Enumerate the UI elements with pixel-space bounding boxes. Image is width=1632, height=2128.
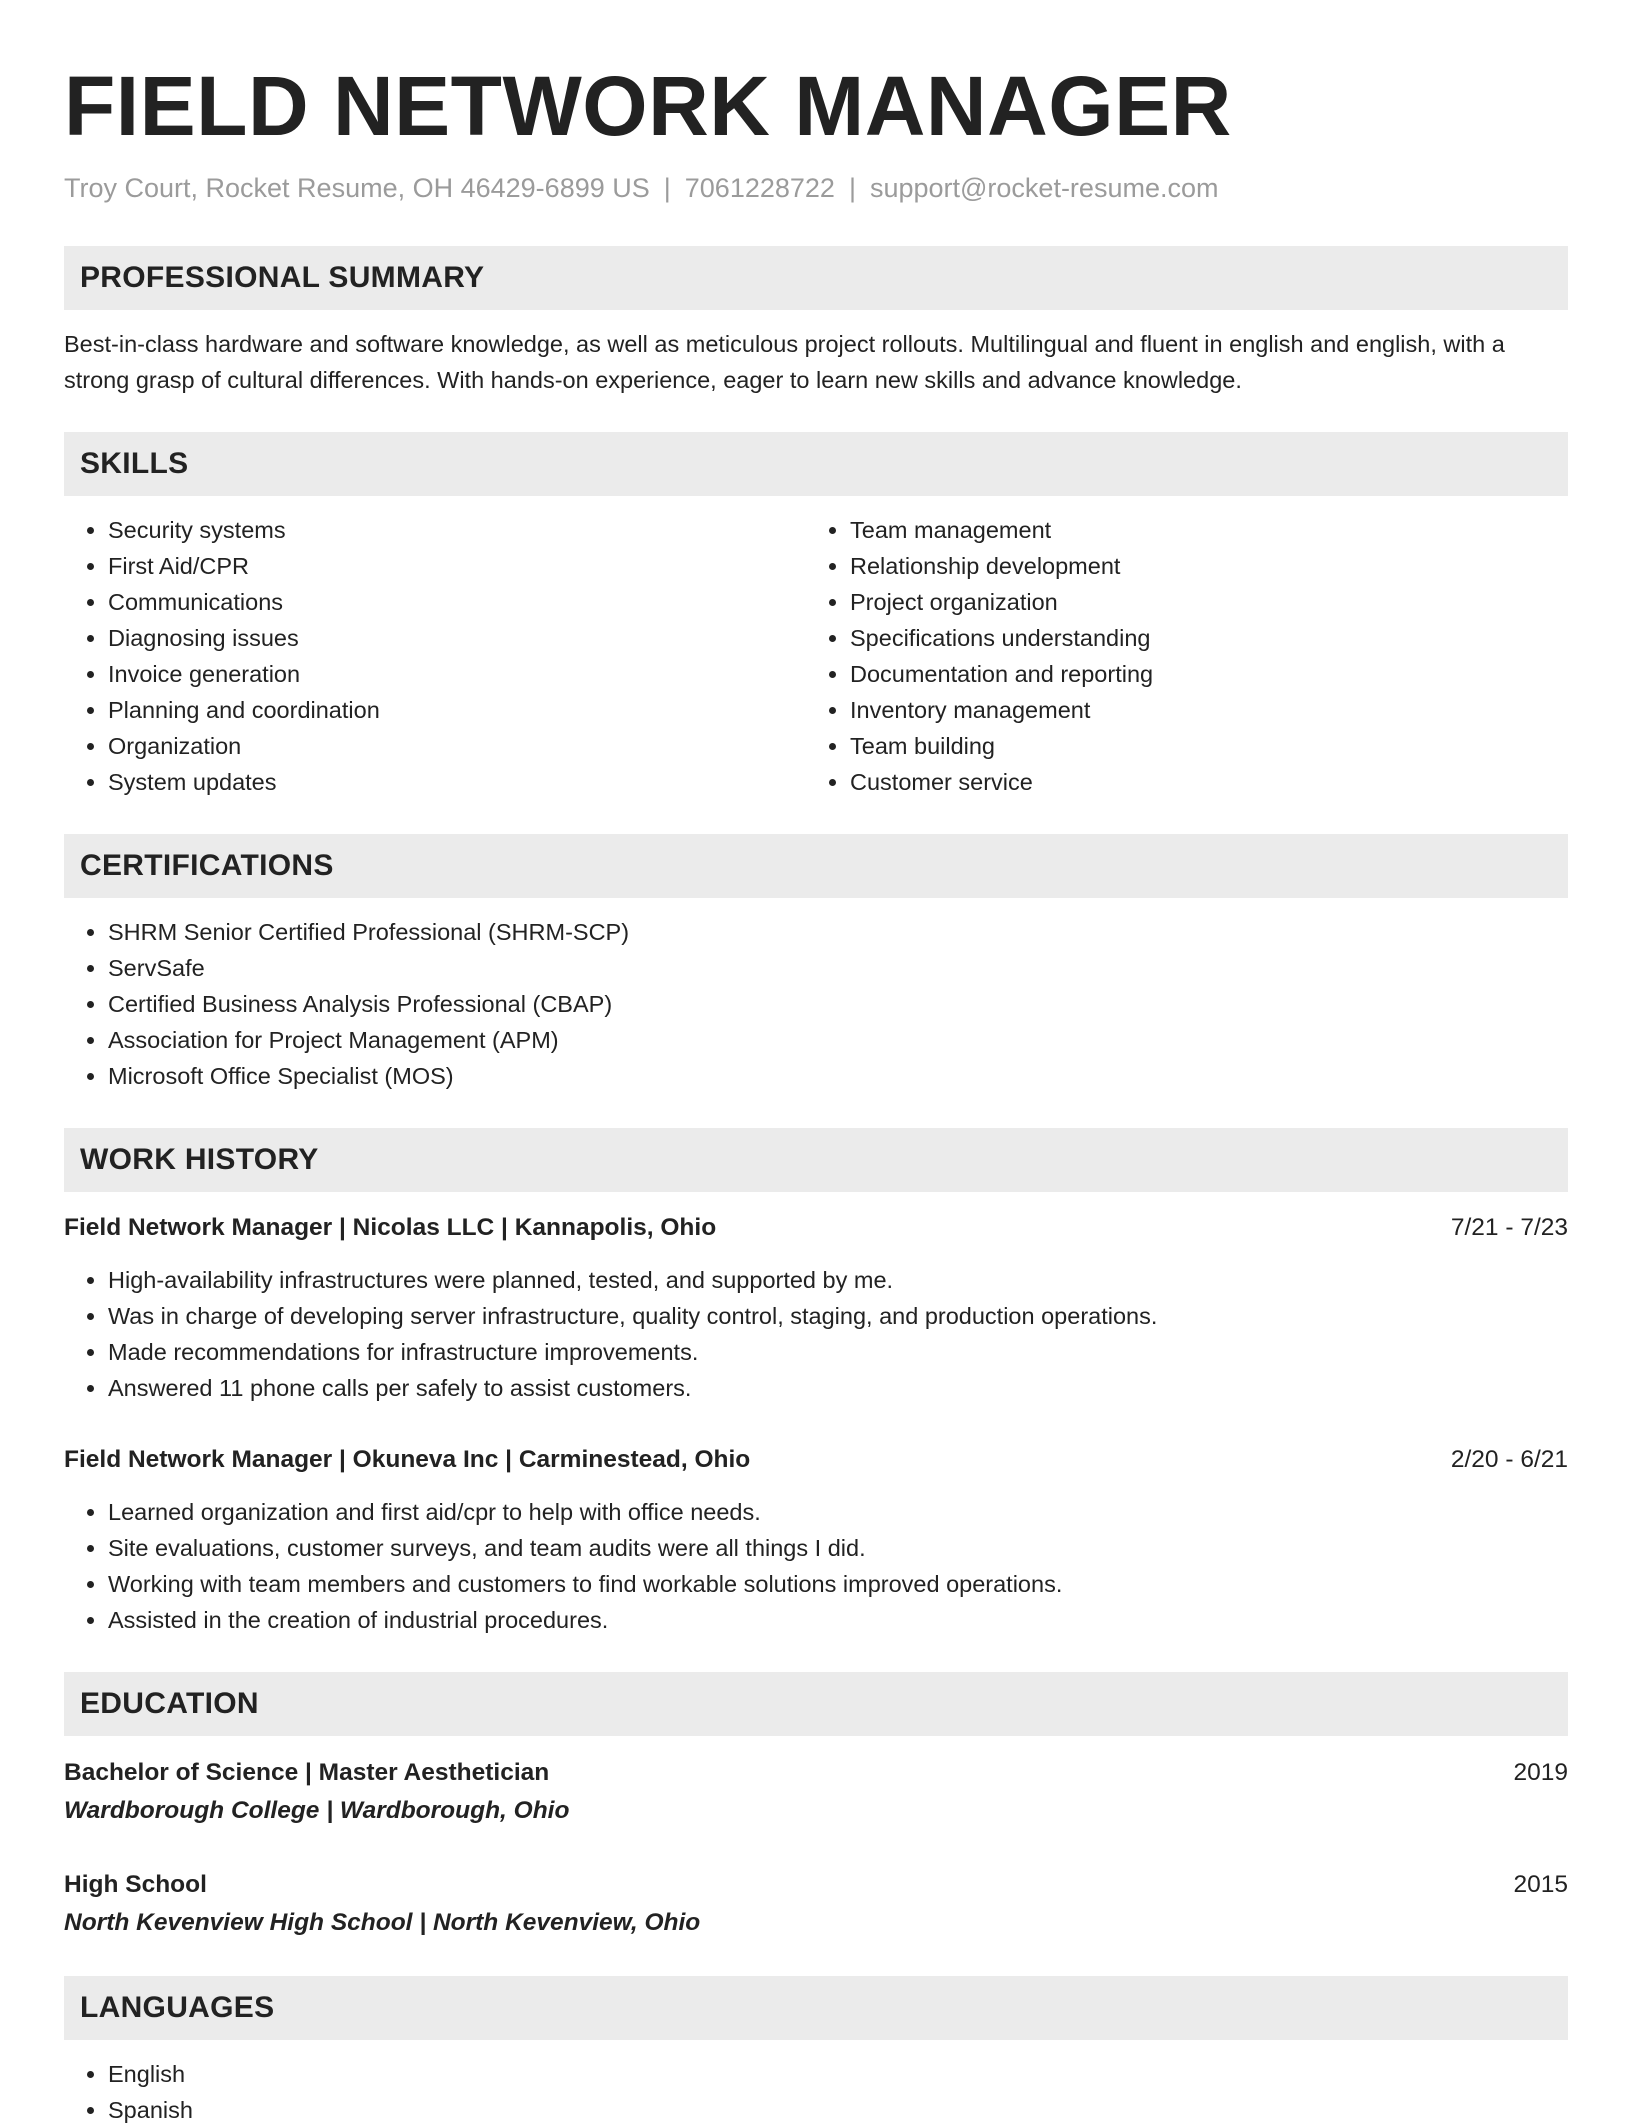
job-title: Field Network Manager | Nicolas LLC | Kannapolis, Ohio bbox=[64, 1214, 717, 1241]
job-bullet: • Site evaluations, customer surveys, and team audits were all things I did. bbox=[108, 1530, 1568, 1566]
education-degree: High School bbox=[64, 1871, 207, 1898]
section-header-languages: LANGUAGES bbox=[64, 1976, 1568, 2040]
certification-item: • Association for Project Management (APM) bbox=[108, 1022, 1568, 1058]
section-header-skills: SKILLS bbox=[64, 432, 1568, 496]
language-item: • English bbox=[108, 2056, 1568, 2092]
skill-item: • Security systems bbox=[108, 512, 806, 548]
education-degree: Bachelor of Science | Master Aesthetician bbox=[64, 1759, 550, 1786]
language-item: • Spanish bbox=[108, 2092, 1568, 2128]
job-bullet: • Assisted in the creation of industrial procedures. bbox=[108, 1602, 1568, 1638]
languages-list bbox=[64, 2056, 1568, 2128]
skill-item: • First Aid/CPR bbox=[108, 548, 806, 584]
skill-item: • Communications bbox=[108, 584, 806, 620]
job-dates: 2/20 - 6/21 bbox=[1450, 1446, 1568, 1473]
job-dates: 7/21 - 7/23 bbox=[1450, 1214, 1568, 1241]
section-header-education: EDUCATION bbox=[64, 1672, 1568, 1736]
skills-list bbox=[64, 512, 1568, 800]
job-entry bbox=[64, 1442, 1568, 1638]
contact-line bbox=[64, 170, 1568, 206]
skill-item: • Team building bbox=[850, 728, 1548, 764]
certifications-list bbox=[64, 914, 1568, 1094]
job-bullet: • Learned organization and first aid/cpr to help with office needs. bbox=[108, 1494, 1568, 1530]
skill-item: • Invoice generation bbox=[108, 656, 806, 692]
certification-item: • ServSafe bbox=[108, 950, 1568, 986]
section-header-work-history: WORK HISTORY bbox=[64, 1128, 1568, 1192]
resume-title: FIELD NETWORK MANAGER bbox=[64, 59, 1232, 153]
skill-item: • Inventory management bbox=[850, 692, 1548, 728]
skill-item: • Organization bbox=[108, 728, 806, 764]
skill-item: • Customer service bbox=[850, 764, 1548, 800]
resume-page bbox=[64, 60, 1568, 2128]
skill-item: • Planning and coordination bbox=[108, 692, 806, 728]
skill-item: • Project organization bbox=[850, 584, 1548, 620]
skill-item: • Documentation and reporting bbox=[850, 656, 1548, 692]
contact-separator: | bbox=[848, 173, 856, 203]
skill-item: • System updates bbox=[108, 764, 806, 800]
skill-item: • Diagnosing issues bbox=[108, 620, 806, 656]
section-header-summary: PROFESSIONAL SUMMARY bbox=[64, 246, 1568, 310]
skills-column-right bbox=[806, 512, 1548, 800]
job-bullet: • Made recommendations for infrastructure improvements. bbox=[108, 1334, 1568, 1370]
skill-item: • Specifications understanding bbox=[850, 620, 1548, 656]
summary-text: Best-in-class hardware and software knowledge, as well as meticulous project rollouts. Multilingual and fluent in english and english, with a strong grasp of cultural differences. With hands-on experience, eager to learn new skills and advance knowledge. bbox=[64, 331, 1505, 393]
contact-email: support@rocket-resume.com bbox=[869, 173, 1219, 203]
education-entry bbox=[64, 1754, 1568, 1830]
education-school: North Kevenview High School | North Kevenview, Ohio bbox=[64, 1909, 701, 1936]
skills-column-left bbox=[64, 512, 806, 800]
education-school: Wardborough College | Wardborough, Ohio bbox=[64, 1797, 570, 1824]
contact-address: Troy Court, Rocket Resume, OH 46429-6899 US bbox=[64, 173, 650, 203]
job-bullet: • High-availability infrastructures were planned, tested, and supported by me. bbox=[108, 1262, 1568, 1298]
contact-phone: 7061228722 bbox=[684, 173, 835, 203]
skill-item: • Relationship development bbox=[850, 548, 1548, 584]
education-year: 2015 bbox=[1513, 1871, 1568, 1898]
job-bullet: • Was in charge of developing server infrastructure, quality control, staging, and production operations. bbox=[108, 1298, 1568, 1334]
job-bullet: • Answered 11 phone calls per safely to assist customers. bbox=[108, 1370, 1568, 1406]
skill-item: • Team management bbox=[850, 512, 1548, 548]
certification-item: • Microsoft Office Specialist (MOS) bbox=[108, 1058, 1568, 1094]
job-entry bbox=[64, 1210, 1568, 1406]
education-entry bbox=[64, 1866, 1568, 1942]
section-header-certifications: CERTIFICATIONS bbox=[64, 834, 1568, 898]
job-title: Field Network Manager | Okuneva Inc | Carminestead, Ohio bbox=[64, 1446, 751, 1473]
education-year: 2019 bbox=[1513, 1759, 1568, 1786]
contact-separator: | bbox=[663, 173, 671, 203]
certification-item: • SHRM Senior Certified Professional (SHRM-SCP) bbox=[108, 914, 1568, 950]
job-bullet: • Working with team members and customers to find workable solutions improved operations. bbox=[108, 1566, 1568, 1602]
certification-item: • Certified Business Analysis Professional (CBAP) bbox=[108, 986, 1568, 1022]
